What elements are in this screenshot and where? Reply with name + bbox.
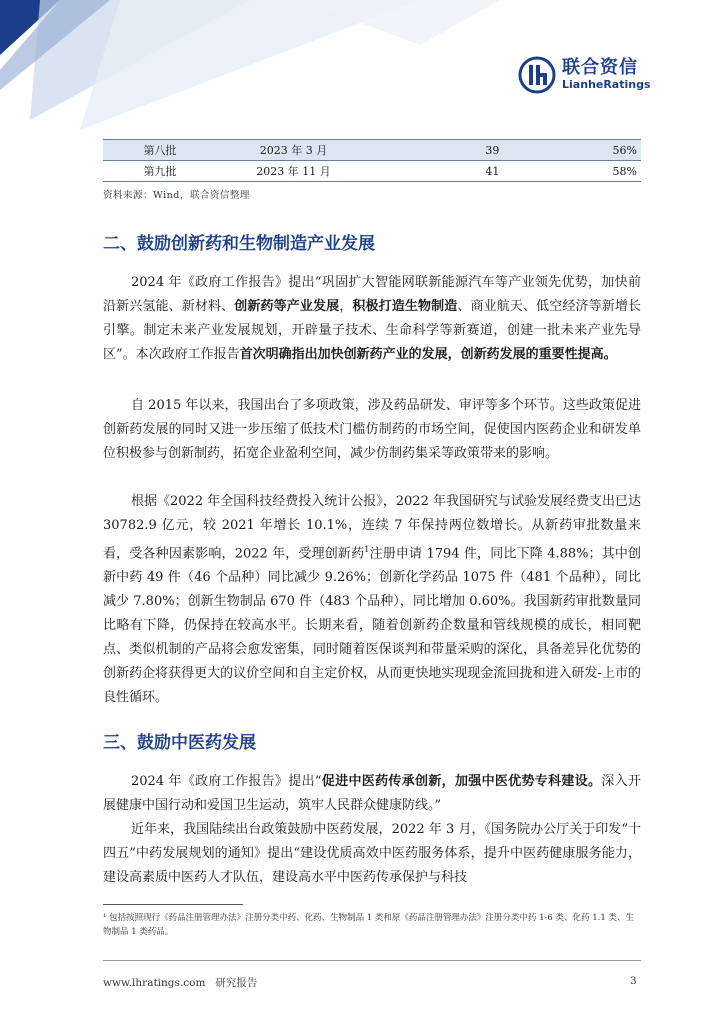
date-cell: 2023 年 3 月 xyxy=(217,140,370,161)
footnote-divider xyxy=(103,904,243,905)
logo-chinese-name: 联合资信 xyxy=(562,57,638,78)
count-cell: 41 xyxy=(370,161,503,182)
table-row xyxy=(103,161,641,182)
text-run: 近年来，我国陆续出台政策鼓励中医药发展，2022 年 3 月，《国务院办公厅关于印发“十四五”中药发展规划的通知》提出“建设优质高效中医药服务体系，提升中医药健康服务能力，建设高素质中医药人才队伍，建设高水平中医药传承保护与科技 xyxy=(103,822,641,885)
batch-cell: 第八批 xyxy=(103,140,217,161)
text-run: 2024 年《政府工作报告》提出“巩固扩大智能网联新能源汽车等产业领先优势，加快前沿新兴氢能、新材料、 xyxy=(103,275,641,314)
page-number: 3 xyxy=(630,975,637,987)
percent-cell: 56% xyxy=(503,140,641,161)
date-cell: 2023 年 11 月 xyxy=(217,161,370,182)
paragraph-gov-report-tcm xyxy=(103,770,641,818)
footer-site: www.lhratings.com xyxy=(103,977,206,989)
bold-text: 创新药等产业发展 xyxy=(234,299,340,314)
bold-text: 促进中医药传承创新，加强中医优势专科建设。 xyxy=(321,774,602,789)
text-run: 、商业航天、低空经济等新增长引擎。制定未来产业发展规划，开辟量子技术、生命科学等新赛道，创建一批未来产业先导区”。本次政府工作报告 xyxy=(103,299,641,362)
footer-divider xyxy=(103,960,641,961)
footer-label: 研究报告 xyxy=(215,977,258,989)
footnote-ref: 1 xyxy=(364,545,370,554)
approval-batch-table xyxy=(103,139,641,182)
footnote: ¹ 包括按照现行《药品注册管理办法》注册分类中药、化药、生物制品 1 类和原《药品注册管理办法》注册分类中药 1-6 类、化药 1.1 类、生物制品 1 类药品。 xyxy=(103,913,634,937)
paragraph-policy-since-2015 xyxy=(103,394,641,466)
logo-english-name: LianheRatings xyxy=(562,78,651,91)
text-run: 自 2015 年以来，我国出台了多项政策，涉及药品研发、审评等多个环节。这些政策促进创新药发展的同时又进一步压缩了低技术门槛仿制药的市场空间，促使国内医药企业和研发单位积极参与创新制药，拓宽企业盈利空间，减少仿制药集采等政策带来的影响。 xyxy=(103,398,641,461)
lianhe-logo-icon xyxy=(518,56,556,94)
text-run: 2024 年《政府工作报告》提出“ xyxy=(131,774,322,789)
paragraph-gov-report-innovative xyxy=(103,271,641,367)
table-source-note: 资料来源：Wind，联合资信整理 xyxy=(103,190,250,201)
table-row xyxy=(103,140,641,161)
section-heading-tcm: 三、鼓励中医药发展 xyxy=(103,733,256,753)
batch-cell: 第九批 xyxy=(103,161,217,182)
paragraph-rd-statistics xyxy=(103,490,641,710)
text-run: 根据《2022 年全国科技经费投入统计公报》，2022 年我国研究与试验发展经费支出已达 30782.9 亿元，较 2021 年增长 10.1%，连续 7 年保持两位数增长。从新药审批数量来看，受各种因素影响，2022 年，受理创新药 xyxy=(103,494,641,562)
lianhe-logo xyxy=(518,56,651,94)
text-run: 深入开展健康中国行动和爱国卫生运动，筑牢人民群众健康防线。” xyxy=(103,774,641,813)
footer-info xyxy=(103,975,257,990)
paragraph-tcm-policies xyxy=(103,818,641,890)
text-run: ， xyxy=(339,299,353,314)
section-heading-innovative-drugs: 二、鼓励创新药和生物制造产业发展 xyxy=(103,234,375,254)
bold-text: 首次明确指出加快创新药产业的发展，创新药发展的重要性提高。 xyxy=(239,347,617,362)
count-cell: 39 xyxy=(370,140,503,161)
percent-cell: 58% xyxy=(503,161,641,182)
bold-text: 积极打造生物制造 xyxy=(352,299,458,314)
text-run: 注册申请 1794 件，同比下降 4.88%；其中创新中药 49 件（46 个品种）同比减少 9.26%；创新化学药品 1075 件（481 个品种），同比减少 7.80%；创新生物制品 670 件（483 个品种），同比增加 0.60%。我国新药审批数量同比略有下降，仍保持在较高水平。长期来看，随着创新药企数量和管线规模的成长，相同靶点、类似机制的产品将会愈发密集，同时随着医保谈判和带量采购的深化，具备差异化优势的创新药企将获得更大的议价空间和自主定价权，从而更快地实现现金流回拢和进入研发-上市的良性循环。 xyxy=(103,546,642,706)
